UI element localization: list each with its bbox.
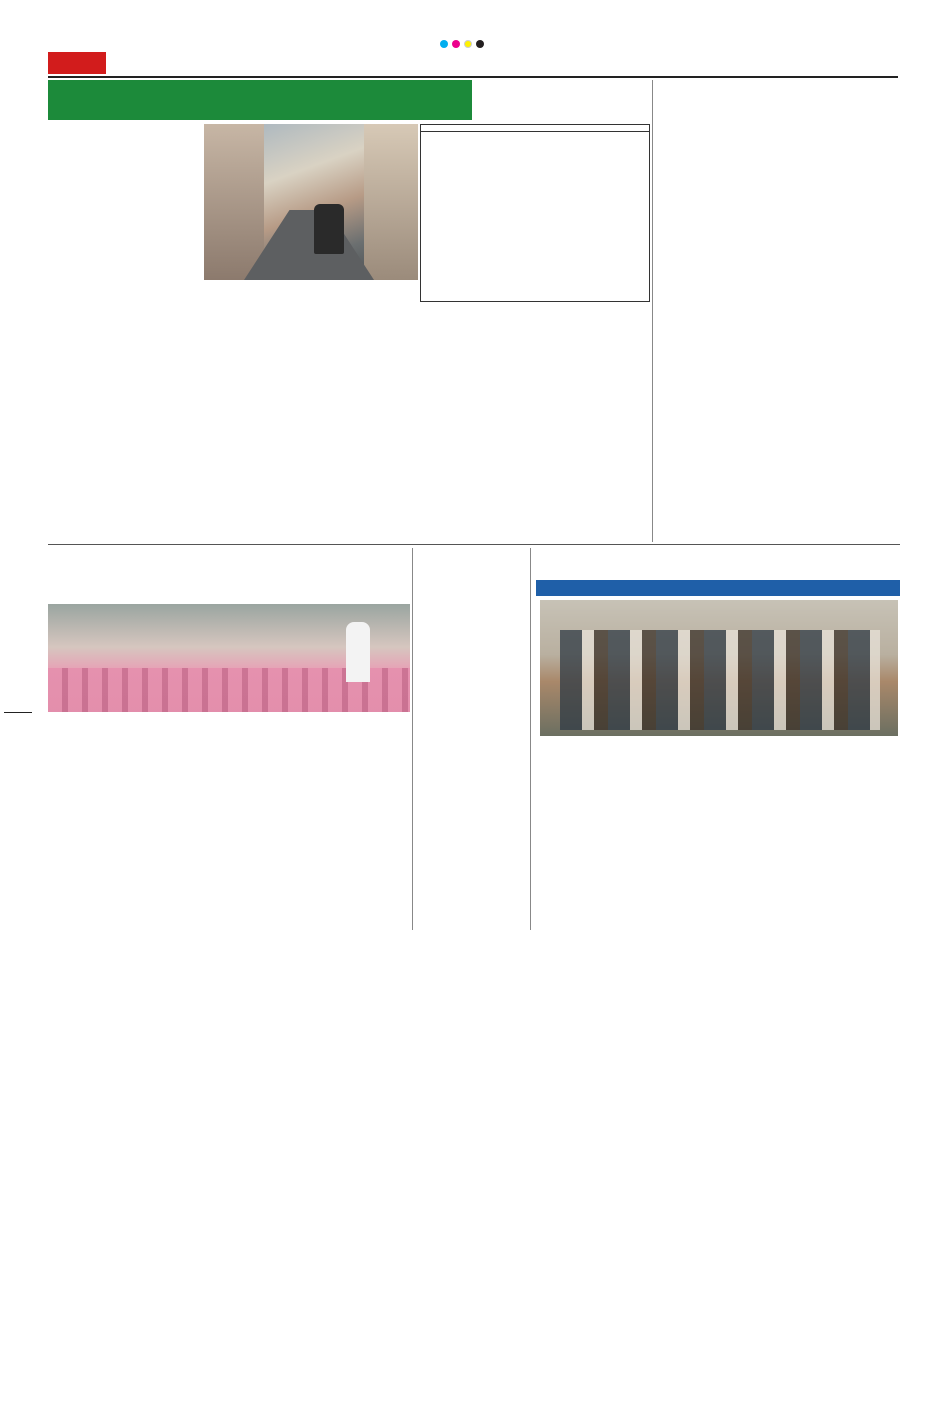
disabled-photo-caption	[540, 738, 898, 760]
page-number-box	[48, 52, 106, 74]
chamarajanagar-mid	[204, 282, 312, 312]
crop-mark-left	[4, 712, 32, 713]
kollegal-text-1	[314, 282, 418, 542]
motorbike-rider	[314, 204, 344, 254]
chamarajanagar-subheading	[204, 314, 312, 325]
chamarajanagar-mid2	[204, 326, 312, 542]
chamarajanagar-col1	[48, 124, 202, 542]
liquor-76-text	[421, 132, 649, 282]
liquor-opening-text-3	[288, 714, 410, 822]
kollegal-text-3	[536, 304, 650, 542]
ramanagara-text	[656, 300, 900, 542]
page-header	[48, 52, 898, 74]
liquor-76-heading	[421, 125, 649, 132]
speaker-figure	[346, 622, 370, 682]
disabled-headline	[532, 548, 900, 578]
tamilnadu-headline	[656, 80, 900, 122]
banner-subheadings	[474, 80, 650, 120]
liquor-opening-photo	[48, 604, 410, 712]
disabled-text-3	[780, 762, 900, 930]
banner-chamarajanagar	[48, 80, 472, 120]
people-group	[560, 630, 880, 730]
garment-headline	[414, 548, 528, 604]
disabled-photo	[540, 600, 898, 736]
registration-dots-top	[440, 40, 484, 48]
liquor-opening-text	[48, 714, 166, 930]
disabled-subheading-bar	[536, 580, 900, 596]
garment-text	[414, 604, 528, 930]
chamarajanagar-photo	[204, 124, 418, 280]
street-building-left	[204, 124, 264, 280]
liquor-opening-text-4	[288, 822, 410, 930]
disabled-text	[540, 762, 658, 930]
liquor-opening-headline	[48, 548, 410, 600]
tamilnadu-text	[656, 122, 900, 234]
kollegal-text-2	[420, 304, 534, 542]
disabled-text-2	[660, 762, 778, 930]
liquor-76-box	[420, 124, 650, 302]
liquor-opening-text-2	[168, 714, 286, 930]
street-building-right	[364, 124, 418, 280]
ramanagara-headline	[656, 236, 900, 298]
